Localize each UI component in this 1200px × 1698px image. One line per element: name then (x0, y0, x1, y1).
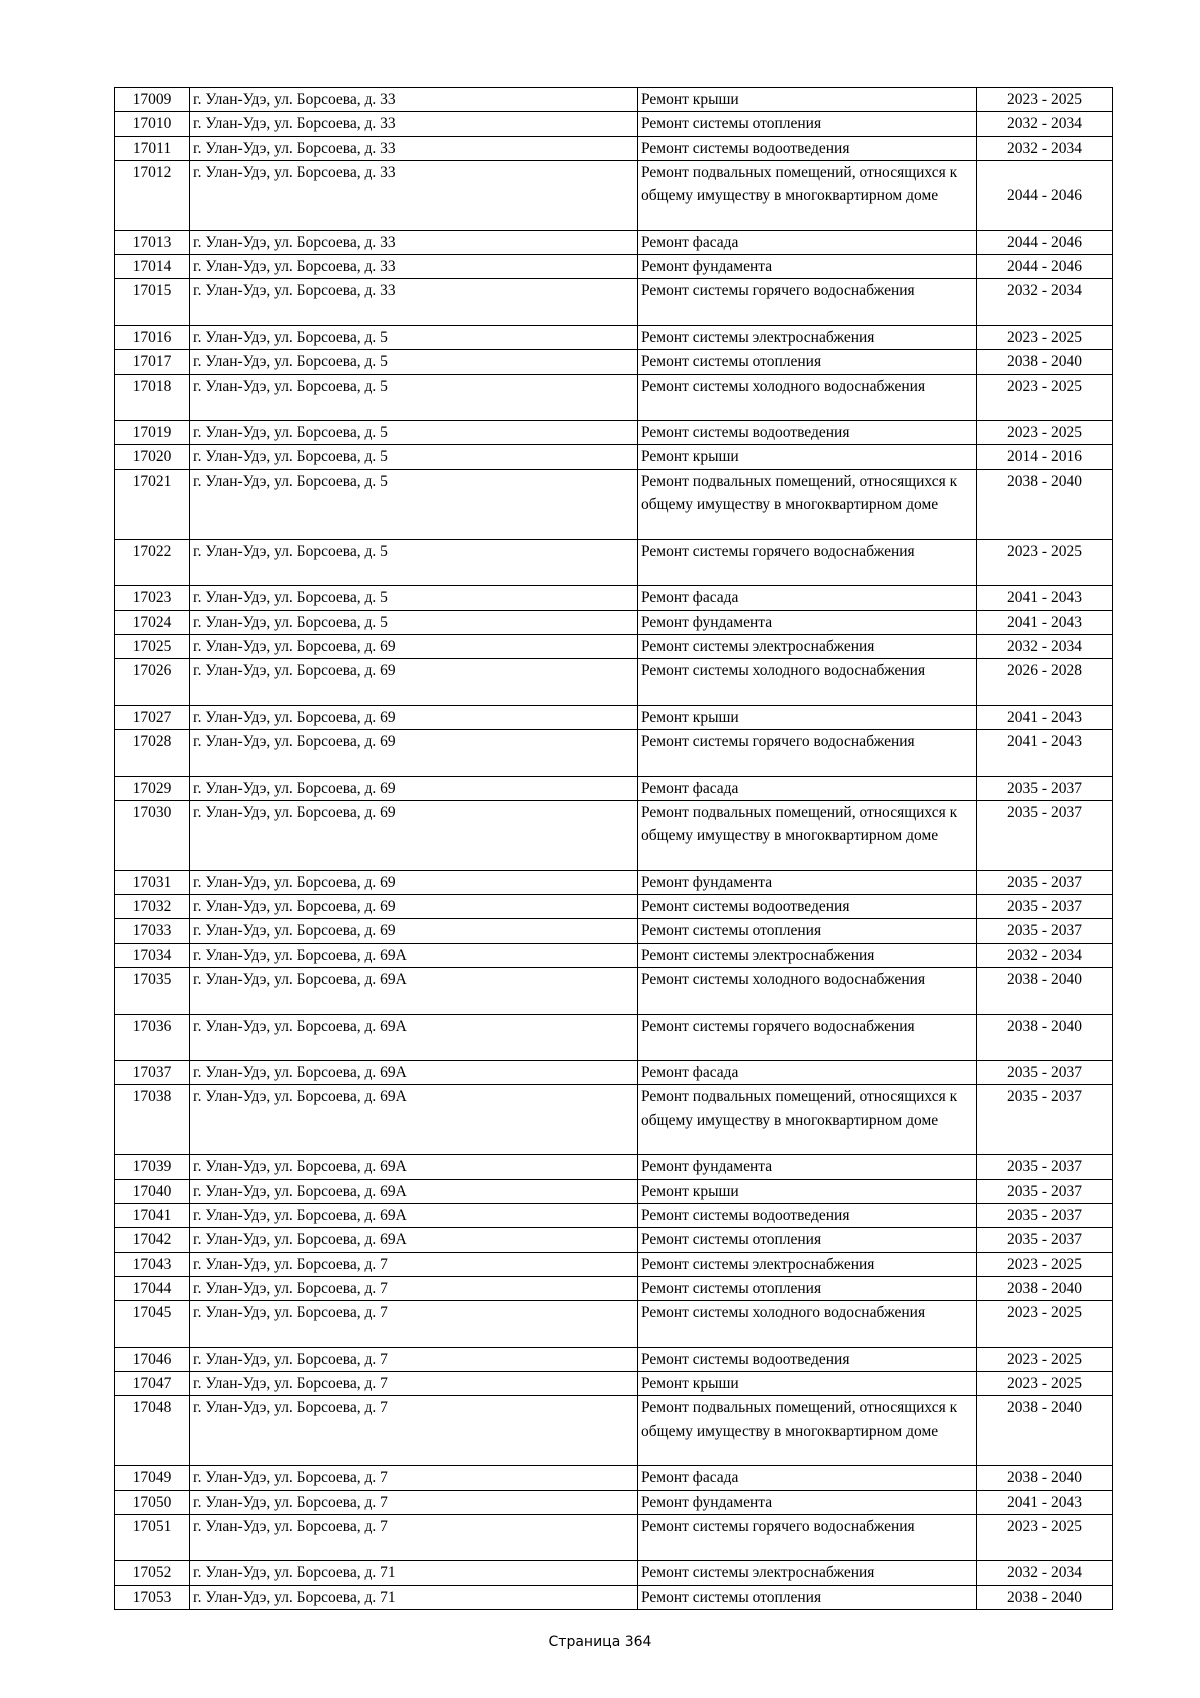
row-number: 17035 (115, 967, 190, 1014)
row-work-type: Ремонт крыши (638, 88, 977, 112)
table-row (115, 1490, 1113, 1514)
row-address: г. Улан-Удэ, ул. Борсоева, д. 7 (190, 1490, 638, 1514)
row-work-type: Ремонт системы электроснабжения (638, 1561, 977, 1585)
row-period: 2023 - 2025 (977, 88, 1113, 112)
row-work-type: Ремонт фундамента (638, 1490, 977, 1514)
row-address: г. Улан-Удэ, ул. Борсоева, д. 33 (190, 255, 638, 279)
table-row (115, 1372, 1113, 1396)
row-period: 2023 - 2025 (977, 539, 1113, 586)
row-period: 2041 - 2043 (977, 1490, 1113, 1514)
row-period: 2035 - 2037 (977, 800, 1113, 870)
row-period: 2023 - 2025 (977, 1514, 1113, 1561)
row-period: 2023 - 2025 (977, 421, 1113, 445)
row-address: г. Улан-Удэ, ул. Борсоева, д. 33 (190, 136, 638, 160)
row-work-type: Ремонт системы горячего водоснабжения (638, 1014, 977, 1061)
row-address: г. Улан-Удэ, ул. Борсоева, д. 69 (190, 659, 638, 706)
row-number: 17022 (115, 539, 190, 586)
row-period: 2035 - 2037 (977, 919, 1113, 943)
table-row (115, 1347, 1113, 1371)
table-body (115, 88, 1113, 1610)
row-work-type: Ремонт системы электроснабжения (638, 634, 977, 658)
table-row (115, 730, 1113, 777)
row-address: г. Улан-Удэ, ул. Борсоева, д. 69А (190, 1085, 638, 1155)
table-row (115, 776, 1113, 800)
row-work-type: Ремонт подвальных помещений, относящихся к общему имуществу в многоквартирном доме (638, 1396, 977, 1466)
table-row (115, 1155, 1113, 1179)
row-period: 2035 - 2037 (977, 776, 1113, 800)
row-period: 2023 - 2025 (977, 325, 1113, 349)
table-row (115, 160, 1113, 230)
row-number: 17015 (115, 279, 190, 326)
row-period: 2023 - 2025 (977, 374, 1113, 421)
row-number: 17010 (115, 112, 190, 136)
row-period: 2041 - 2043 (977, 730, 1113, 777)
row-work-type: Ремонт системы водоотведения (638, 1203, 977, 1227)
row-period: 2038 - 2040 (977, 967, 1113, 1014)
row-period: 2032 - 2034 (977, 1561, 1113, 1585)
row-work-type: Ремонт системы холодного водоснабжения (638, 374, 977, 421)
table-row (115, 1179, 1113, 1203)
repair-schedule-table (114, 87, 1113, 1610)
row-address: г. Улан-Удэ, ул. Борсоева, д. 69А (190, 1203, 638, 1227)
table-row (115, 230, 1113, 254)
row-number: 17033 (115, 919, 190, 943)
row-address: г. Улан-Удэ, ул. Борсоева, д. 69А (190, 967, 638, 1014)
row-work-type: Ремонт системы водоотведения (638, 1347, 977, 1371)
row-period: 2038 - 2040 (977, 1396, 1113, 1466)
row-number: 17021 (115, 469, 190, 539)
row-period: 2041 - 2043 (977, 610, 1113, 634)
row-work-type: Ремонт крыши (638, 445, 977, 469)
row-address: г. Улан-Удэ, ул. Борсоева, д. 69А (190, 1061, 638, 1085)
row-address: г. Улан-Удэ, ул. Борсоева, д. 69А (190, 1155, 638, 1179)
table-row (115, 88, 1113, 112)
row-address: г. Улан-Удэ, ул. Борсоева, д. 71 (190, 1585, 638, 1609)
row-period: 2038 - 2040 (977, 1466, 1113, 1490)
row-period: 2032 - 2034 (977, 634, 1113, 658)
row-number: 17012 (115, 160, 190, 230)
row-number: 17034 (115, 943, 190, 967)
row-address: г. Улан-Удэ, ул. Борсоева, д. 5 (190, 350, 638, 374)
row-address: г. Улан-Удэ, ул. Борсоева, д. 7 (190, 1514, 638, 1561)
row-address: г. Улан-Удэ, ул. Борсоева, д. 7 (190, 1396, 638, 1466)
row-number: 17032 (115, 895, 190, 919)
row-work-type: Ремонт системы электроснабжения (638, 1252, 977, 1276)
table-row (115, 1561, 1113, 1585)
row-number: 17047 (115, 1372, 190, 1396)
row-period: 2023 - 2025 (977, 1347, 1113, 1371)
row-address: г. Улан-Удэ, ул. Борсоева, д. 5 (190, 445, 638, 469)
table-row (115, 539, 1113, 586)
row-address: г. Улан-Удэ, ул. Борсоева, д. 5 (190, 421, 638, 445)
table-row (115, 1228, 1113, 1252)
row-address: г. Улан-Удэ, ул. Борсоева, д. 69 (190, 730, 638, 777)
row-work-type: Ремонт системы отопления (638, 1585, 977, 1609)
row-number: 17036 (115, 1014, 190, 1061)
row-period: 2035 - 2037 (977, 870, 1113, 894)
row-period: 2032 - 2034 (977, 943, 1113, 967)
row-work-type: Ремонт подвальных помещений, относящихся к общему имуществу в многоквартирном доме (638, 1085, 977, 1155)
row-work-type: Ремонт фундамента (638, 610, 977, 634)
table-row (115, 634, 1113, 658)
row-period: 2023 - 2025 (977, 1301, 1113, 1348)
row-address: г. Улан-Удэ, ул. Борсоева, д. 7 (190, 1347, 638, 1371)
table-row (115, 586, 1113, 610)
row-number: 17028 (115, 730, 190, 777)
table-row (115, 705, 1113, 729)
row-period: 2038 - 2040 (977, 1276, 1113, 1300)
row-address: г. Улан-Удэ, ул. Борсоева, д. 33 (190, 279, 638, 326)
row-period: 2032 - 2034 (977, 112, 1113, 136)
row-number: 17029 (115, 776, 190, 800)
row-number: 17052 (115, 1561, 190, 1585)
table-row (115, 421, 1113, 445)
row-number: 17050 (115, 1490, 190, 1514)
row-work-type: Ремонт крыши (638, 1179, 977, 1203)
row-work-type: Ремонт фундамента (638, 255, 977, 279)
row-period: 2038 - 2040 (977, 469, 1113, 539)
row-work-type: Ремонт системы отопления (638, 919, 977, 943)
row-number: 17038 (115, 1085, 190, 1155)
row-number: 17020 (115, 445, 190, 469)
row-number: 17017 (115, 350, 190, 374)
row-address: г. Улан-Удэ, ул. Борсоева, д. 5 (190, 586, 638, 610)
row-work-type: Ремонт системы электроснабжения (638, 325, 977, 349)
row-number: 17040 (115, 1179, 190, 1203)
row-number: 17030 (115, 800, 190, 870)
row-work-type: Ремонт системы отопления (638, 350, 977, 374)
row-address: г. Улан-Удэ, ул. Борсоева, д. 33 (190, 112, 638, 136)
table-row (115, 1585, 1113, 1609)
table-row (115, 1252, 1113, 1276)
table-row (115, 374, 1113, 421)
row-period: 2035 - 2037 (977, 1228, 1113, 1252)
row-work-type: Ремонт системы отопления (638, 1228, 977, 1252)
table-row (115, 1085, 1113, 1155)
row-number: 17044 (115, 1276, 190, 1300)
row-work-type: Ремонт системы горячего водоснабжения (638, 730, 977, 777)
row-period: 2035 - 2037 (977, 1085, 1113, 1155)
row-period: 2041 - 2043 (977, 586, 1113, 610)
row-work-type: Ремонт системы горячего водоснабжения (638, 1514, 977, 1561)
row-work-type: Ремонт системы отопления (638, 112, 977, 136)
row-period: 2032 - 2034 (977, 279, 1113, 326)
table-row (115, 870, 1113, 894)
row-work-type: Ремонт фундамента (638, 870, 977, 894)
row-work-type: Ремонт подвальных помещений, относящихся к общему имуществу в многоквартирном доме (638, 800, 977, 870)
row-address: г. Улан-Удэ, ул. Борсоева, д. 5 (190, 610, 638, 634)
row-address: г. Улан-Удэ, ул. Борсоева, д. 69А (190, 1228, 638, 1252)
row-work-type: Ремонт системы горячего водоснабжения (638, 539, 977, 586)
row-work-type: Ремонт системы водоотведения (638, 895, 977, 919)
row-address: г. Улан-Удэ, ул. Борсоева, д. 33 (190, 230, 638, 254)
row-address: г. Улан-Удэ, ул. Борсоева, д. 5 (190, 539, 638, 586)
row-address: г. Улан-Удэ, ул. Борсоева, д. 69 (190, 870, 638, 894)
row-number: 17043 (115, 1252, 190, 1276)
row-number: 17011 (115, 136, 190, 160)
row-work-type: Ремонт фасада (638, 1466, 977, 1490)
row-period: 2044 - 2046 (977, 230, 1113, 254)
row-address: г. Улан-Удэ, ул. Борсоева, д. 7 (190, 1466, 638, 1490)
row-number: 17023 (115, 586, 190, 610)
row-address: г. Улан-Удэ, ул. Борсоева, д. 69А (190, 1179, 638, 1203)
row-address: г. Улан-Удэ, ул. Борсоева, д. 69А (190, 943, 638, 967)
row-address: г. Улан-Удэ, ул. Борсоева, д. 5 (190, 469, 638, 539)
row-number: 17013 (115, 230, 190, 254)
row-period: 2038 - 2040 (977, 1014, 1113, 1061)
row-work-type: Ремонт подвальных помещений, относящихся к общему имуществу в многоквартирном доме (638, 160, 977, 230)
table-row (115, 445, 1113, 469)
table-row (115, 112, 1113, 136)
row-number: 17037 (115, 1061, 190, 1085)
row-number: 17016 (115, 325, 190, 349)
page-number: Страница 364 (548, 1634, 652, 1650)
row-work-type: Ремонт крыши (638, 1372, 977, 1396)
row-work-type: Ремонт системы холодного водоснабжения (638, 1301, 977, 1348)
table-row (115, 350, 1113, 374)
row-number: 17025 (115, 634, 190, 658)
table-row (115, 279, 1113, 326)
row-number: 17014 (115, 255, 190, 279)
row-number: 17046 (115, 1347, 190, 1371)
row-period: 2035 - 2037 (977, 1155, 1113, 1179)
table-row (115, 1276, 1113, 1300)
row-work-type: Ремонт системы водоотведения (638, 136, 977, 160)
row-number: 17048 (115, 1396, 190, 1466)
row-address: г. Улан-Удэ, ул. Борсоева, д. 69 (190, 634, 638, 658)
row-number: 17024 (115, 610, 190, 634)
row-number: 17009 (115, 88, 190, 112)
row-work-type: Ремонт системы электроснабжения (638, 943, 977, 967)
row-period: 2014 - 2016 (977, 445, 1113, 469)
row-address: г. Улан-Удэ, ул. Борсоева, д. 71 (190, 1561, 638, 1585)
row-address: г. Улан-Удэ, ул. Борсоева, д. 69 (190, 776, 638, 800)
row-period: 2035 - 2037 (977, 1061, 1113, 1085)
row-work-type: Ремонт системы водоотведения (638, 421, 977, 445)
row-number: 17019 (115, 421, 190, 445)
row-period: 2041 - 2043 (977, 705, 1113, 729)
row-address: г. Улан-Удэ, ул. Борсоева, д. 7 (190, 1252, 638, 1276)
table-row (115, 325, 1113, 349)
table-row (115, 1014, 1113, 1061)
row-work-type: Ремонт системы холодного водоснабжения (638, 659, 977, 706)
row-period: 2035 - 2037 (977, 895, 1113, 919)
table-row (115, 800, 1113, 870)
table-row (115, 255, 1113, 279)
row-work-type: Ремонт фундамента (638, 1155, 977, 1179)
table-row (115, 469, 1113, 539)
row-number: 17042 (115, 1228, 190, 1252)
row-period: 2023 - 2025 (977, 1372, 1113, 1396)
table-row (115, 943, 1113, 967)
row-work-type: Ремонт фасада (638, 776, 977, 800)
table-row (115, 1203, 1113, 1227)
table-row (115, 136, 1113, 160)
row-number: 17026 (115, 659, 190, 706)
row-period: 2038 - 2040 (977, 1585, 1113, 1609)
row-address: г. Улан-Удэ, ул. Борсоева, д. 33 (190, 160, 638, 230)
row-number: 17018 (115, 374, 190, 421)
row-work-type: Ремонт системы холодного водоснабжения (638, 967, 977, 1014)
row-period: 2032 - 2034 (977, 136, 1113, 160)
row-address: г. Улан-Удэ, ул. Борсоева, д. 69 (190, 895, 638, 919)
row-period: 2026 - 2028 (977, 659, 1113, 706)
row-number: 17051 (115, 1514, 190, 1561)
row-number: 17049 (115, 1466, 190, 1490)
row-number: 17027 (115, 705, 190, 729)
row-number: 17053 (115, 1585, 190, 1609)
row-period: 2023 - 2025 (977, 1252, 1113, 1276)
row-period: 2044 - 2046 (977, 160, 1113, 230)
row-work-type: Ремонт фасада (638, 230, 977, 254)
row-address: г. Улан-Удэ, ул. Борсоева, д. 7 (190, 1301, 638, 1348)
row-address: г. Улан-Удэ, ул. Борсоева, д. 33 (190, 88, 638, 112)
row-number: 17039 (115, 1155, 190, 1179)
row-address: г. Улан-Удэ, ул. Борсоева, д. 7 (190, 1372, 638, 1396)
row-address: г. Улан-Удэ, ул. Борсоева, д. 69 (190, 705, 638, 729)
row-number: 17031 (115, 870, 190, 894)
table-row (115, 659, 1113, 706)
row-number: 17045 (115, 1301, 190, 1348)
row-address: г. Улан-Удэ, ул. Борсоева, д. 69 (190, 800, 638, 870)
table-row (115, 919, 1113, 943)
row-period: 2035 - 2037 (977, 1179, 1113, 1203)
row-address: г. Улан-Удэ, ул. Борсоева, д. 5 (190, 325, 638, 349)
row-work-type: Ремонт системы горячего водоснабжения (638, 279, 977, 326)
row-number: 17041 (115, 1203, 190, 1227)
row-address: г. Улан-Удэ, ул. Борсоева, д. 69 (190, 919, 638, 943)
row-work-type: Ремонт подвальных помещений, относящихся к общему имуществу в многоквартирном доме (638, 469, 977, 539)
row-work-type: Ремонт крыши (638, 705, 977, 729)
row-period: 2044 - 2046 (977, 255, 1113, 279)
table-row (115, 1514, 1113, 1561)
row-address: г. Улан-Удэ, ул. Борсоева, д. 7 (190, 1276, 638, 1300)
table-row (115, 895, 1113, 919)
row-period: 2038 - 2040 (977, 350, 1113, 374)
table-row (115, 610, 1113, 634)
table-row (115, 1061, 1113, 1085)
table-row (115, 967, 1113, 1014)
table-row (115, 1301, 1113, 1348)
row-address: г. Улан-Удэ, ул. Борсоева, д. 5 (190, 374, 638, 421)
table-row (115, 1396, 1113, 1466)
table-row (115, 1466, 1113, 1490)
row-work-type: Ремонт фасада (638, 586, 977, 610)
row-work-type: Ремонт фасада (638, 1061, 977, 1085)
row-address: г. Улан-Удэ, ул. Борсоева, д. 69А (190, 1014, 638, 1061)
row-period: 2035 - 2037 (977, 1203, 1113, 1227)
row-work-type: Ремонт системы отопления (638, 1276, 977, 1300)
